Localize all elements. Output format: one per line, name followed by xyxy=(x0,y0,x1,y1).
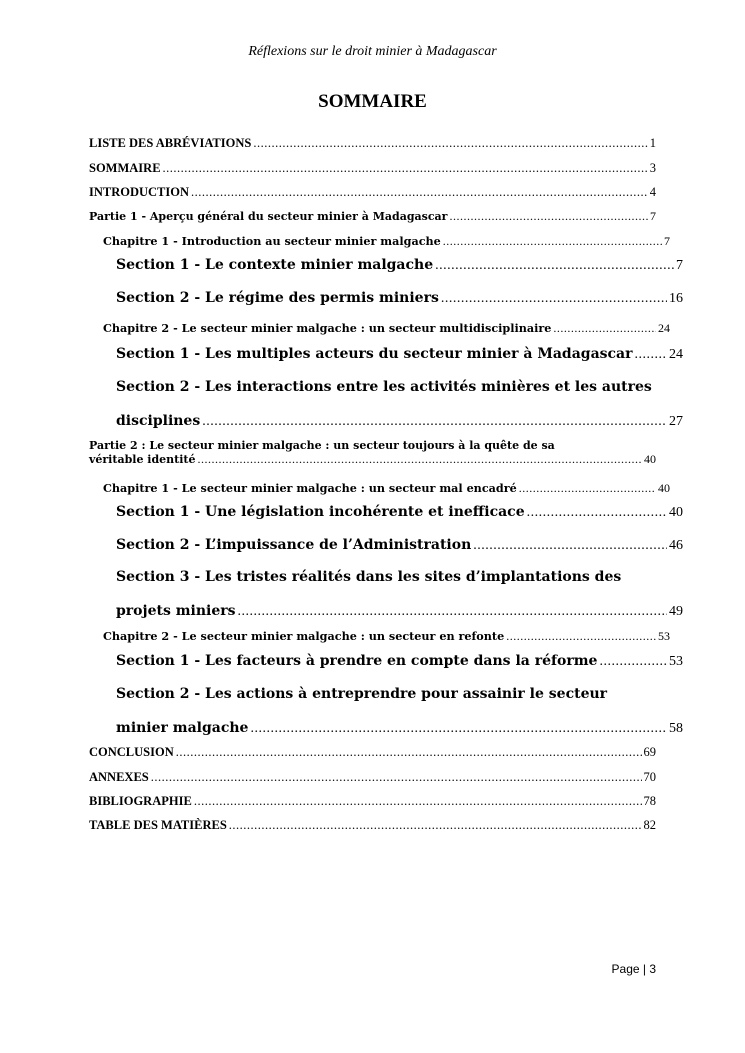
toc-label: Section 2 - Le régime des permis miniers xyxy=(116,290,439,306)
toc-page-number: 7 xyxy=(676,258,683,273)
dot-leader xyxy=(506,629,656,644)
dot-leader xyxy=(191,185,648,200)
toc-entry-p2-c1-section-2[interactable] xyxy=(89,537,683,554)
toc-page-number: 40 xyxy=(658,481,670,495)
toc-label: SOMMAIRE xyxy=(89,161,161,175)
toc-label-line-2: minier malgache xyxy=(116,720,249,736)
dot-leader xyxy=(250,721,667,737)
toc-entry-p1-chapitre-1[interactable] xyxy=(89,234,670,249)
toc-entry-p1-c2-section-2[interactable] xyxy=(89,379,683,430)
toc-entry-table-des-matieres[interactable] xyxy=(89,818,656,833)
toc-label: Chapitre 1 - Introduction au secteur minier malgache xyxy=(103,234,441,248)
dot-leader xyxy=(553,321,656,336)
toc-page-number: 78 xyxy=(643,794,656,808)
dot-leader xyxy=(599,654,667,670)
toc-label-line-2: véritable identité xyxy=(89,453,196,466)
toc-entry-introduction[interactable] xyxy=(89,185,656,200)
toc-page-number: 24 xyxy=(669,347,683,362)
toc-label-line-2: disciplines xyxy=(116,413,201,429)
toc-label: CONCLUSION xyxy=(89,745,174,759)
toc-entry-p2-chapitre-2[interactable] xyxy=(89,629,670,644)
toc-label: LISTE DES ABRÉVIATIONS xyxy=(89,136,252,150)
toc-entry-p2-c1-section-3[interactable] xyxy=(89,569,683,620)
dot-leader xyxy=(449,209,648,224)
toc-entry-p1-c1-section-1[interactable] xyxy=(89,257,683,274)
dot-leader xyxy=(473,538,667,554)
toc-page-number: 53 xyxy=(658,629,670,643)
toc-page-number: 24 xyxy=(658,321,670,335)
toc-page-number: 82 xyxy=(643,818,656,832)
running-header: Réflexions sur le droit minier à Madagascar xyxy=(248,44,497,59)
toc-page-number: 3 xyxy=(649,161,656,175)
toc-label-line-1: Section 2 - Les actions à entreprendre pour assainir le secteur xyxy=(116,686,608,702)
toc-entry-p1-c1-section-2[interactable] xyxy=(89,290,683,307)
dot-leader xyxy=(238,604,668,620)
dot-leader xyxy=(151,770,642,785)
toc-label: Chapitre 1 - Le secteur minier malgache : un secteur mal encadré xyxy=(103,481,517,495)
toc-page-number: 69 xyxy=(643,745,656,759)
toc-entry-p2-c2-section-2[interactable] xyxy=(89,686,683,737)
toc-label: TABLE DES MATIÈRES xyxy=(89,818,227,832)
dot-leader xyxy=(253,136,647,151)
dot-leader xyxy=(435,258,674,274)
toc-entry-p1-chapitre-2[interactable] xyxy=(89,321,670,336)
toc-page-number: 40 xyxy=(669,505,683,520)
toc-entry-p1-c2-section-1[interactable] xyxy=(89,346,683,363)
dot-leader xyxy=(635,347,667,363)
page-footer: Page | 3 xyxy=(611,962,656,976)
toc-label: Partie 1 - Aperçu général du secteur minier à Madagascar xyxy=(89,210,448,223)
toc-entry-p2-c2-section-1[interactable] xyxy=(89,653,683,670)
toc-page-number: 40 xyxy=(644,452,656,466)
toc-entry-partie-2[interactable] xyxy=(89,439,656,467)
toc-page-number: 49 xyxy=(669,604,683,619)
toc-label-line-2: projets miniers xyxy=(116,603,236,619)
dot-leader xyxy=(194,794,642,809)
toc-page-number: 4 xyxy=(649,185,656,199)
toc-label: Section 1 - Le contexte minier malgache xyxy=(116,257,434,273)
toc-label: Chapitre 2 - Le secteur minier malgache : un secteur en refonte xyxy=(103,629,505,643)
toc-entry-abreviations[interactable] xyxy=(89,136,656,151)
toc-entry-p2-chapitre-1[interactable] xyxy=(89,481,670,496)
dot-leader xyxy=(197,452,642,467)
dot-leader xyxy=(519,481,656,496)
toc-page-number: 46 xyxy=(669,538,683,553)
toc-page-number: 27 xyxy=(669,414,683,429)
toc-entry-annexes[interactable] xyxy=(89,770,656,785)
toc-page-number: 7 xyxy=(664,234,670,248)
dot-leader xyxy=(443,234,662,249)
toc-entry-partie-1[interactable] xyxy=(89,209,656,224)
dot-leader xyxy=(202,414,667,430)
toc-label-line-1: Section 2 - Les interactions entre les activités minières et les autres xyxy=(116,379,652,395)
dot-leader xyxy=(229,818,642,833)
toc-label: ANNEXES xyxy=(89,770,149,784)
toc-page-number: 7 xyxy=(650,209,656,223)
toc-label: Section 1 - Les facteurs à prendre en compte dans la réforme xyxy=(116,653,598,669)
toc-label: Section 1 - Une législation incohérente et inefficace xyxy=(116,504,525,520)
toc-entry-sommaire[interactable] xyxy=(89,161,656,176)
dot-leader xyxy=(527,505,667,521)
toc-label-line-1: Partie 2 : Le secteur minier malgache : un secteur toujours à la quête de sa xyxy=(89,439,555,452)
toc-label: BIBLIOGRAPHIE xyxy=(89,794,192,808)
dot-leader xyxy=(176,745,642,760)
toc-label: Section 1 - Les multiples acteurs du secteur minier à Madagascar xyxy=(116,346,633,362)
dot-leader xyxy=(441,291,667,307)
toc-page-number: 70 xyxy=(643,770,656,784)
toc-label: Section 2 - L’impuissance de l’Administration xyxy=(116,537,472,553)
toc-page-number: 53 xyxy=(669,654,683,669)
toc-entry-p2-c1-section-1[interactable] xyxy=(89,504,683,521)
toc-label: Chapitre 2 - Le secteur minier malgache : un secteur multidisciplinaire xyxy=(103,321,552,335)
page-title: SOMMAIRE xyxy=(318,91,427,112)
toc-page-number: 1 xyxy=(649,136,656,150)
toc-entry-bibliographie[interactable] xyxy=(89,794,656,809)
toc-label-line-1: Section 3 - Les tristes réalités dans les sites d’implantations des xyxy=(116,569,622,585)
toc-page-number: 58 xyxy=(669,721,683,736)
dot-leader xyxy=(163,161,648,176)
toc-page-number: 16 xyxy=(669,291,683,306)
toc-entry-conclusion[interactable] xyxy=(89,745,656,760)
toc-label: INTRODUCTION xyxy=(89,185,190,199)
